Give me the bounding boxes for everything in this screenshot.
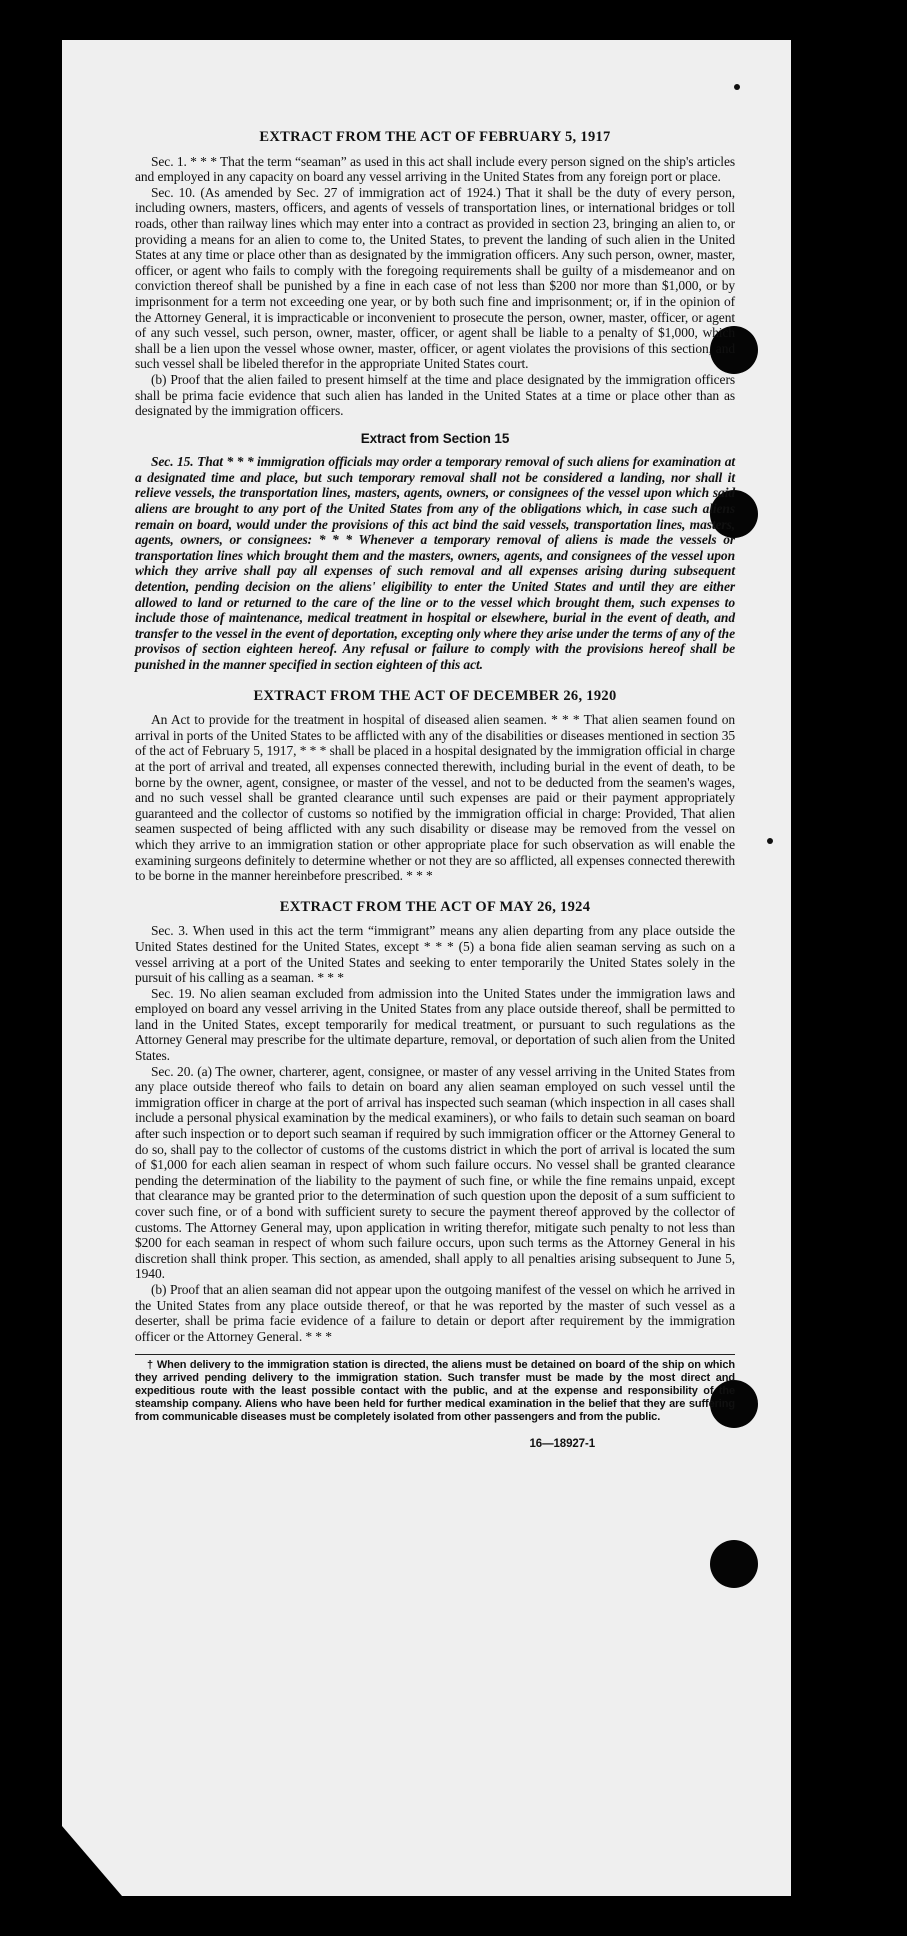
paragraph: An Act to provide for the treatment in hospital of diseased alien seamen. * * * That alien seamen found on arrival in ports of the United States to be afflicted with any of the disabilities or diseases mentioned in section 35 of the act of February 5, 1917, * * * shall be placed in a hospital designated by the immigration official in charge at the port of arrival and treated, all expenses connected therewith, including burial in the event of death, to be borne by the owner, agent, consignee, or master of the vessel, and not to be deducted from the seamen's wages, and no such vessel shall be granted clearance until such expenses are paid or their payment appropriately guaranteed and the collector of customs so notified by the immigration official in charge: Provided, That alien seamen suspected of being afflicted with any such disability or disease may be removed from the vessel on which they arrive to an immigration station or other appropriate place for such observation as will enable the examining surgeons definitely to determine whether or not they are so afflicted, all expenses connected therewith to be borne in the manner hereinbefore prescribed. * * *: [135, 712, 735, 884]
section-heading: EXTRACT FROM THE ACT OF DECEMBER 26, 1920: [253, 687, 617, 704]
speck: [767, 838, 773, 844]
punch-hole: [710, 1540, 758, 1588]
paragraph: (b) Proof that an alien seaman did not appear upon the outgoing manifest of the vessel on which he arrived in the United States from any place outside thereof, or that he was reported by the master of such vessel as a deserter, shall be prima facie evidence of a failure to detain or deport after requirement by the immigration officer or the Attorney General. * * *: [135, 1281, 735, 1344]
footnote: † When delivery to the immigration station is directed, the aliens must be detained on board of the ship on which they arrived pending delivery to the immigration station. Such transfer must be made by the most direct and expeditious route with the least possible contact with the public, and at the expense and responsibility of the steamship company. Aliens who have been held for further medical examination in the belief that they are suffering from communicable diseases must be completely isolated from other passengers and from the public.: [135, 1359, 735, 1423]
section-heading: EXTRACT FROM THE ACT OF MAY 26, 1924: [279, 898, 591, 915]
paragraph: Sec. 15. That * * * immigration officials may order a temporary removal of such aliens for examination at a designated time and place, but such temporary removal shall not be considered a landing, nor shall it relieve vessels, the transportation lines, masters, agents, owners, or consignees of the vessel upon which said aliens are brought to any port of the United States from any of the obligations which, in case such aliens remain on board, would under the provisions of this act bind the said vessels, transportation lines, masters, agents, owners, or consignees: * * * Whenever a temporary removal of aliens is made the vessels or transportation lines which brought them and the masters, owners, agents, and consignees of the vessel upon which they arrive shall pay all expenses of such removal and all expenses arising during subsequent detention, pending decision on the aliens' eligibility to enter the United States and until they are either allowed to land or returned to the care of the line or to the vessel which brought them, such expenses to include those of maintenance, medical treatment in hospital or elsewhere, burial in the event of death, and transfer to the vessel in the event of deportation, excepting only where they arise under the terms of any of the provisos of section eighteen hereof. Any refusal or failure to comply with the provisions hereof shall be punished in the manner specified in section eighteen of this act.: [135, 454, 735, 672]
footnote-divider: [135, 1354, 735, 1355]
section-subheading: Extract from Section 15: [360, 430, 510, 446]
paragraph: Sec. 1. * * * That the term “seaman” as used in this act shall include every person signed on the ship's articles and employed in any capacity on board any vessel arriving in the United States from any foreign port or place.: [135, 153, 735, 185]
paragraph: Sec. 20. (a) The owner, charterer, agent, consignee, or master of any vessel arriving in the United States from any place outside thereof who fails to detain on board any alien seaman employed on such vessel until the immigration officer in charge at the port of arrival has inspected such seaman (which inspection in all cases shall include a personal physical examination by the medical examiners), or who fails to detain such seaman on board after such inspection or to deport such seaman if required by such immigration officer or the Attorney General to do so, shall pay to the collector of customs of the customs district in which the port of arrival is located the sum of $1,000 for each alien seaman in respect of whom such failure occurs. No vessel shall be granted clearance pending the determination of the liability to the payment of such fine, or while the fine remains unpaid, except that clearance may be granted prior to the determination of such question upon the deposit of a sum sufficient to cover such fine, or of a bond with sufficient surety to secure the payment thereof approved by the collector of customs. The Attorney General may, upon application in writing therefor, mitigate such penalty to not less than $200 for each seaman in respect of whom such failure occurs, upon such terms as the Attorney General in his discretion shall think proper. This section, as amended, shall apply to all penalties arising subsequent to June 5, 1940.: [135, 1063, 735, 1282]
paragraph: Sec. 10. (As amended by Sec. 27 of immigration act of 1924.) That it shall be the duty of every person, including owners, masters, officers, and agents of vessels of transportation lines, or international bridges or toll roads, other than railway lines which may enter into a contract as provided in section 23, bringing an alien to, or providing a means for an alien to come to, the United States, to prevent the landing of such alien in the United States at any time or place other than as designated by the immigration officers. Any such person, owner, master, officer, or agent who fails to comply with the foregoing requirements shall be guilty of a misdemeanor and on conviction thereof shall be punished by a fine in each case of not less than $200 nor more than $1,000, or by imprisonment for a term not exceeding one year, or by both such fine and imprisonment; or, if in the opinion of the Attorney General, it is impracticable or inconvenient to prosecute the person, owner, master, officer, or agent of any such vessel, such person, owner, master, officer, or agent shall be liable to a penalty of $1,000, which shall be a lien upon the vessel whose owner, master, officer, or agent violates the provisions of this section, and such vessel shall be libeled therefor in the appropriate United States court.: [135, 184, 735, 372]
form-code: 16—18927-1: [529, 1438, 595, 1451]
speck: [734, 84, 740, 90]
document-text: [135, 130, 735, 1453]
section-heading: EXTRACT FROM THE ACT OF FEBRUARY 5, 1917: [259, 129, 611, 145]
paragraph: Sec. 3. When used in this act the term “immigrant” means any alien departing from any place outside the United States destined for the United States, except * * * (5) a bona fide alien seaman serving as such on a vessel arriving at a port of the United States and seeking to enter temporarily the United States solely in the pursuit of his calling as a seaman. * * *: [135, 923, 735, 986]
paragraph: Sec. 19. No alien seaman excluded from admission into the United States under the immigration laws and employed on board any vessel arriving in the United States from any place outside thereof, shall be permitted to land in the United States, except temporarily for medical treatment, or pursuant to such regulations as the Attorney General may prescribe for the ultimate departure, removal, or deportation of such alien from the United States.: [135, 985, 735, 1064]
paragraph: (b) Proof that the alien failed to present himself at the time and place designated by the immigration officers shall be prima facie evidence that such alien has landed in the United States at a time or place other than as designated by the immigration officers.: [135, 371, 735, 419]
